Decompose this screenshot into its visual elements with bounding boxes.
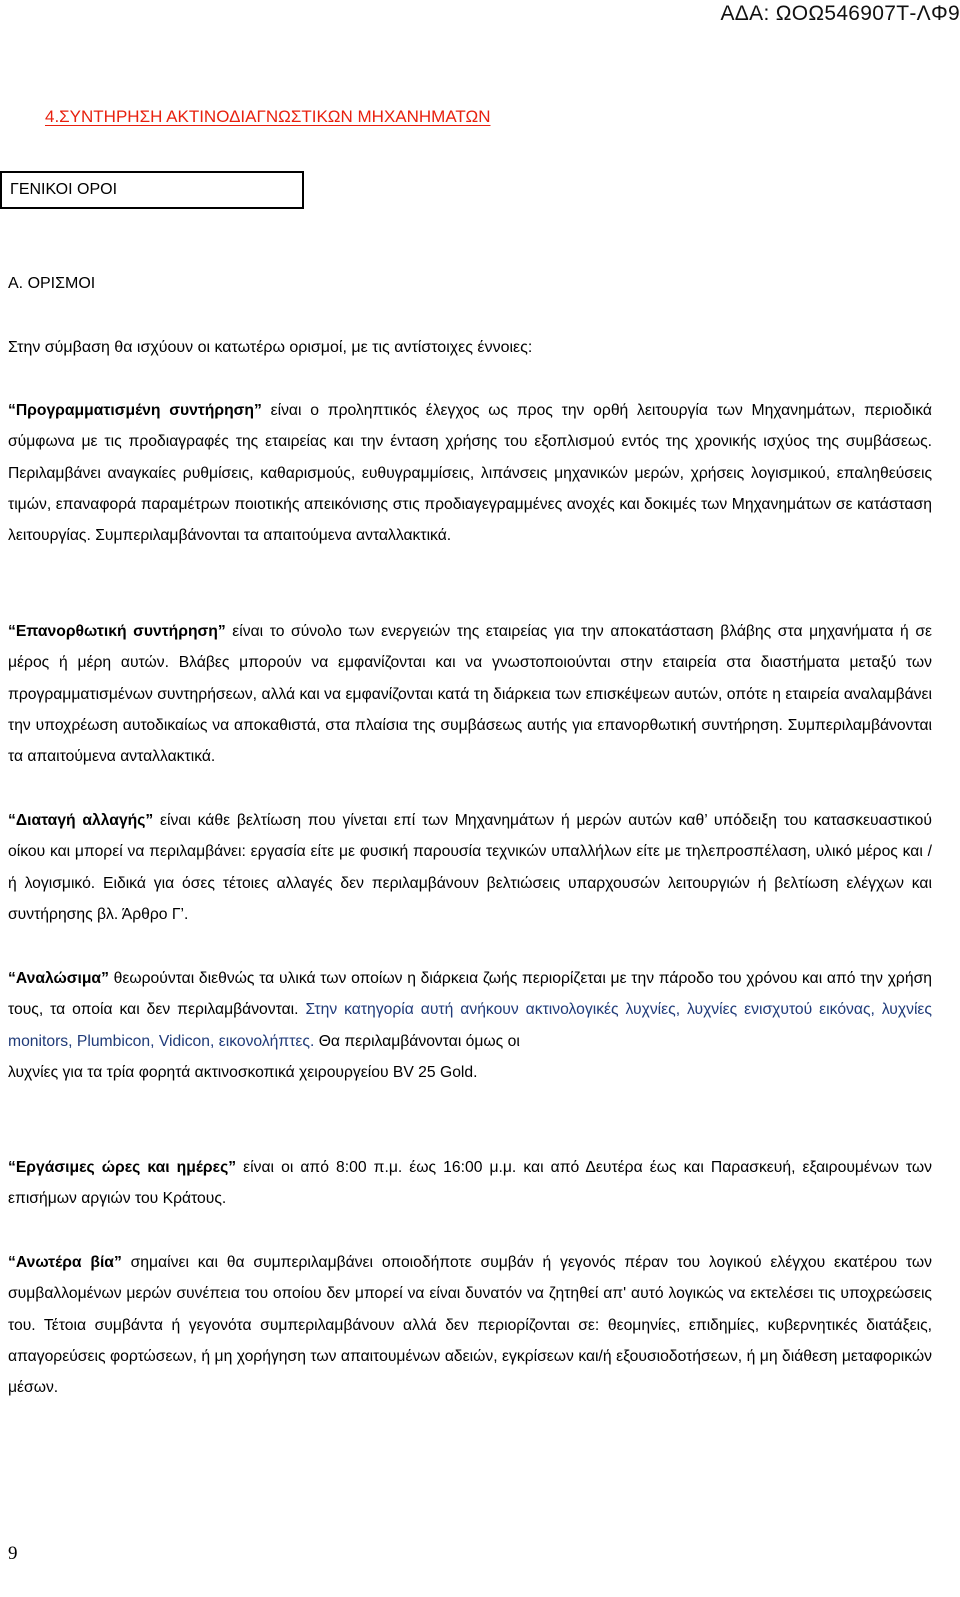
definition-term: “Εργάσιμες ώρες και ημέρες” — [8, 1159, 237, 1176]
definition-text: είναι το σύνολο των ενεργειών της εταιρείας για την αποκατάσταση βλάβης στα μηχανήματα ή σε μέρος ή μέρη αυτών. Βλάβες μπορούν να εμφανίζονται και να γνωστοποιούνται στην εταιρεία στα διαστήματα μεταξύ των προγραμματισμένων συντηρήσεων, αλλά και να εμφανίζονται κατά τη διάρκεια των επισκέψεων αυτών, οπότε η εταιρεία αναλαμβάνει την υποχρέωση αυτοδικαίως να αποκαθιστά, στα πλαίσια της συμβάσεως αυτής για επανορθωτική συντήρηση. Συμπεριλαμβάνονται τα απαιτούμενα ανταλλακτικά. — [8, 623, 932, 766]
definition-change-order — [8, 805, 932, 930]
definition-text: είναι οι από 8:00 π.μ. έως 16:00 μ.μ. και από Δευτέρα έως και Παρασκευή, εξαιρουμένων των επισήμων αργιών του Κράτους. — [8, 1159, 932, 1208]
ada-code: ΑΔΑ: ΩΟΩ546907Τ-ΛΦ9 — [720, 2, 960, 25]
definition-text: είναι κάθε βελτίωση που γίνεται επί των Μηχανημάτων ή μερών αυτών καθ’ υπόδειξη του κατασκευαστικού οίκου και μπορεί να περιλαμβάνει: εργασία είτε με φυσική παρουσία τεχνικών υπαλλήλων είτε με τηλεπροσπέλαση, υλικό μέρος και /ή λογισμικό. Ειδικά για όσες τέτοιες αλλαγές δεν περιλαμβάνουν βελτιώσεις υπαρχουσών λειτουργιών ή βελτίωση ελέγχων και συντήρησης βλ. Άρθρο Γ’. — [8, 812, 932, 923]
definition-working-hours — [8, 1152, 932, 1215]
definition-corrective-maintenance — [8, 616, 932, 772]
definition-term: “Προγραμματισμένη συντήρηση” — [8, 402, 262, 419]
definition-text: είναι ο προληπτικός έλεγχος ως προς την ορθή λειτουργία των Μηχανημάτων, περιοδικά σύμφωνα με τις προδιαγραφές της εταιρείας και την ένταση χρήσης του εξοπλισμού εντός της χρονικής ισχύος της συμβάσεως. Περιλαμβάνει αναγκαίες ρυθμίσεις, καθαρισμούς, ευθυγραμμίσεις, λιπάνσεις μηχανικών μερών, χρήσεις λογισμικού, επαληθεύσεις τιμών, επαναφορά παραμέτρων ποιοτικής απεικόνισης στις προδιαγεγραμμένες ανοχές και δοκιμές των Μηχανημάτων σε κατάσταση λειτουργίας. Συμπεριλαμβάνονται τα απαιτούμενα ανταλλακτικά. — [8, 402, 932, 545]
definitions-heading: Α. ΟΡΙΣΜΟΙ — [8, 275, 96, 292]
definition-term: “Ανωτέρα βία” — [8, 1254, 122, 1271]
definition-highlight: Στην κατηγορία αυτή ανήκουν ακτινολογικές λυχνίες, λυχνίες ενισχυτού εικόνας, λυχνίες monitors, Plumbicon, Vidicon, εικονολήπτες. — [8, 1001, 932, 1050]
definition-consumables — [8, 963, 932, 1088]
definition-last-line: λυχνίες για τα τρία φορητά ακτινοσκοπικά χειρουργείου BV 25 Gold. — [8, 1063, 478, 1081]
definition-force-majeure — [8, 1247, 932, 1403]
definition-term: “Επανορθωτική συντήρηση” — [8, 623, 226, 640]
definition-scheduled-maintenance — [8, 395, 932, 551]
definition-term: “Αναλώσιμα” — [8, 970, 109, 987]
definition-text: σημαίνει και θα συμπεριλαμβάνει οποιοδήποτε συμβάν ή γεγονός πέραν του λογικού ελέγχου εκατέρου των συμβαλλομένων μερών συνέπεια του οποίου δεν μπορεί να είναι δυνατόν να ζητηθεί απ' αυτό λογικώς να εκτελέσει τις υποχρεώσεις του. Τέτοια συμβάντα ή γεγονότα συμπεριλαμβάνουν αλλά δεν περιορίζονται σε: θεομηνίες, επιδημίες, κυβερνητικές διατάξεις, απαγορεύσεις φορτώσεων, ή μη χορήγηση των απαιτουμένων αδειών, εγκρίσεων και/ή εξουσιοδοτήσεων, ή μη διάθεση μεταφορικών μέσων. — [8, 1254, 932, 1397]
definition-text-after: Θα περιλαμβάνονται όμως οι — [314, 1032, 520, 1050]
definition-term: “Διαταγή αλλαγής” — [8, 812, 154, 829]
general-terms-box — [0, 171, 304, 209]
definition-text: θεωρούνται διεθνώς τα υλικά των οποίων η διάρκεια ζωής περιορίζεται με την πάροδο του χρόνου και από την χρήση τους, τα οποία και δεν περιλαμβάνονται. — [8, 970, 932, 1019]
page-number: 9 — [8, 1543, 18, 1564]
intro-text: Στην σύμβαση θα ισχύουν οι κατωτέρω ορισμοί, με τις αντίστοιχες έννοιες: — [8, 339, 533, 356]
section-title: 4.ΣΥΝΤΗΡΗΣΗ ΑΚΤΙΝΟΔΙΑΓΝΩΣΤΙΚΩΝ ΜΗΧΑΝΗΜΑΤΩΝ — [45, 107, 491, 126]
general-terms-label: ΓΕΝΙΚΟΙ ΟΡΟΙ — [10, 181, 118, 198]
